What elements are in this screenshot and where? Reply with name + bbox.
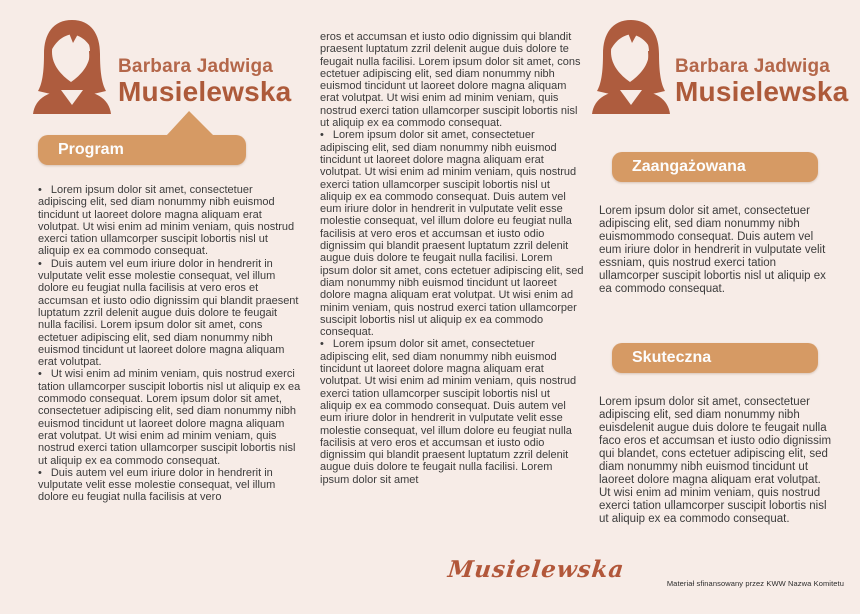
program-banner-label: Program	[58, 141, 124, 158]
continuation-paragraph: eros et accumsan et iusto odio dignissim qui blandit praesent luptatum zzril delenit augue duis dolore te feugait nulla facilisi. Lorem ipsum dolor sit amet, cons ectetuer adipiscing elit, sed diam nonummy nibh euismod tincidunt ut laoreet dolore magna aliquam erat volutpat. Ut wisi enim ad minim veniam, quis nostrud exerci tation ullamcorper suscipit lobortis nisl ut aliquip ex ea commodo consequat.	[320, 31, 581, 130]
candidate-first-name: Barbara Jadwiga	[118, 56, 274, 77]
middle-text-column	[320, 31, 584, 486]
candidate-last-name: Musielewska	[118, 75, 292, 107]
bullet-paragraph: • Lorem ipsum dolor sit amet, consectetuer adipiscing elit, sed diam nonummy nibh euismod tincidunt ut laoreet dolore magna aliquam erat volutpat. Ut wisi enim ad minim veniam, quis nostrud exerci tation ullamcorper suscipit lobortis nisl ut aliquip ex ea commodo consequat.	[38, 184, 301, 258]
skuteczna-banner-label: Skuteczna	[632, 349, 712, 366]
program-banner	[38, 135, 246, 165]
woman-avatar-icon	[33, 18, 111, 114]
skuteczna-banner	[612, 343, 818, 373]
bullet-paragraph: • Lorem ipsum dolor sit amet, consectetuer adipiscing elit, sed diam nonummy nibh euismod tincidunt ut laoreet dolore magna aliquam erat volutpat. Ut wisi enim ad minim veniam, quis nostrud exerci tation ullamcorper suscipit lobortis nisl ut aliquip ex ea commodo consequat. Duis autem vel eum iriure dolor in hendrerit in vulputate velit esse molestie consequat, vel illum dolore eu feugiat nulla facilisis at vero eros et accumsan et iusto odio dignissim qui blandit praesent luptatum zzril delenit augue duis dolore te feugait nulla facilisi. Lorem ipsum dolor sit amet, cons ectetuer adipiscing elit, sed diam nonummy nibh euismod tincidunt ut laoreet dolore magna aliquam erat volutpat. Ut wisi enim ad minim veniam, quis nostrud exerci tation ullamcorper suscipit lobortis nisl ut aliquip ex ea commodo consequat.	[320, 129, 584, 338]
candidate-signature: Musielewska	[446, 556, 626, 583]
candidate-last-name: Musielewska	[675, 75, 849, 107]
speech-bubble-tail	[166, 111, 214, 136]
funding-disclaimer: Materiał sfinansowany przez KWW Nazwa Komitetu	[666, 579, 844, 588]
candidate-first-name: Barbara Jadwiga	[675, 56, 831, 77]
zaangazowana-paragraph: Lorem ipsum dolor sit amet, consectetuer adipiscing elit, sed diam nonummy nibh euismommodo consequat. Duis autem vel eum iriure dolor in hendrerit in vulputate velit essniam, quis nostrud exerci tation ullamcorper suscipit lobortis nisl ut aliquip ex ea commodo consequat.	[599, 205, 826, 295]
left-text-column	[38, 184, 301, 504]
bullet-paragraph: • Lorem ipsum dolor sit amet, consectetuer adipiscing elit, sed diam nonummy nibh euismod tincidunt ut laoreet dolore magna aliquam erat volutpat. Ut wisi enim ad minim veniam, quis nostrud exerci tation ullamcorper suscipit lobortis nisl ut aliquip ex ea commodo consequat. Duis autem vel eum iriure dolor in hendrerit in vulputate velit esse molestie consequat, vel illum dolore eu feugiat nulla facilisis at vero eros et accumsan et iusto odio dignissim qui blandit praesent luptatum zzril delenit augue duis dolore te feugait nulla facilisi. Lorem ipsum dolor sit amet	[320, 338, 584, 486]
candidate-name	[675, 57, 848, 106]
zaangazowana-banner	[612, 152, 818, 182]
woman-avatar-icon	[592, 18, 670, 114]
bullet-paragraph: • Duis autem vel eum iriure dolor in hendrerit in vulputate velit esse molestie consequat, vel illum dolore eu feugiat nulla facilisis at vero	[38, 467, 301, 504]
skuteczna-paragraph: Lorem ipsum dolor sit amet, consectetuer adipiscing elit, sed diam nonummy nibh euisdelenit augue duis dolore te feugait nulla faco eros et accumsan et iusto odio dignissim qui blandet, cons ectetuer adipiscing elit, sed diam nonummy nibh euismod tincidunt ut laoreet dolore magna aliquam erat volutpat. Ut wisi enim ad minim veniam, quis nostrud exerci tation ullamcorper suscipit lobortis nisl ut aliquip ex ea commodo consequat.	[599, 396, 832, 525]
bullet-paragraph: • Duis autem vel eum iriure dolor in hendrerit in vulputate velit esse molestie consequat, vel illum dolore eu feugiat nulla facilisis at vero eros et accumsan et iusto odio dignissim qui blandit praesent luptatum zzril delenit augue duis dolore te feugait nulla facilisi. Lorem ipsum dolor sit amet, cons ectetuer adipiscing elit, sed diam nonummy nibh euismod tincidunt ut laoreet dolore magna aliquam erat volutpat.	[38, 258, 301, 369]
bullet-paragraph: • Ut wisi enim ad minim veniam, quis nostrud exerci tation ullamcorper suscipit lobortis nisl ut aliquip ex ea commodo consequat. Lorem ipsum dolor sit amet, consectetuer adipiscing elit, sed diam nonummy nibh euismod tincidunt ut laoreet dolore magna aliquam erat volutpat. Ut wisi enim ad minim veniam, quis nostrud exerci tation ullamcorper suscipit lobortis nisl ut aliquip ex ea commodo consequat.	[38, 368, 301, 466]
zaangazowana-banner-label: Zaangażowana	[632, 158, 746, 175]
candidate-name	[118, 57, 291, 106]
